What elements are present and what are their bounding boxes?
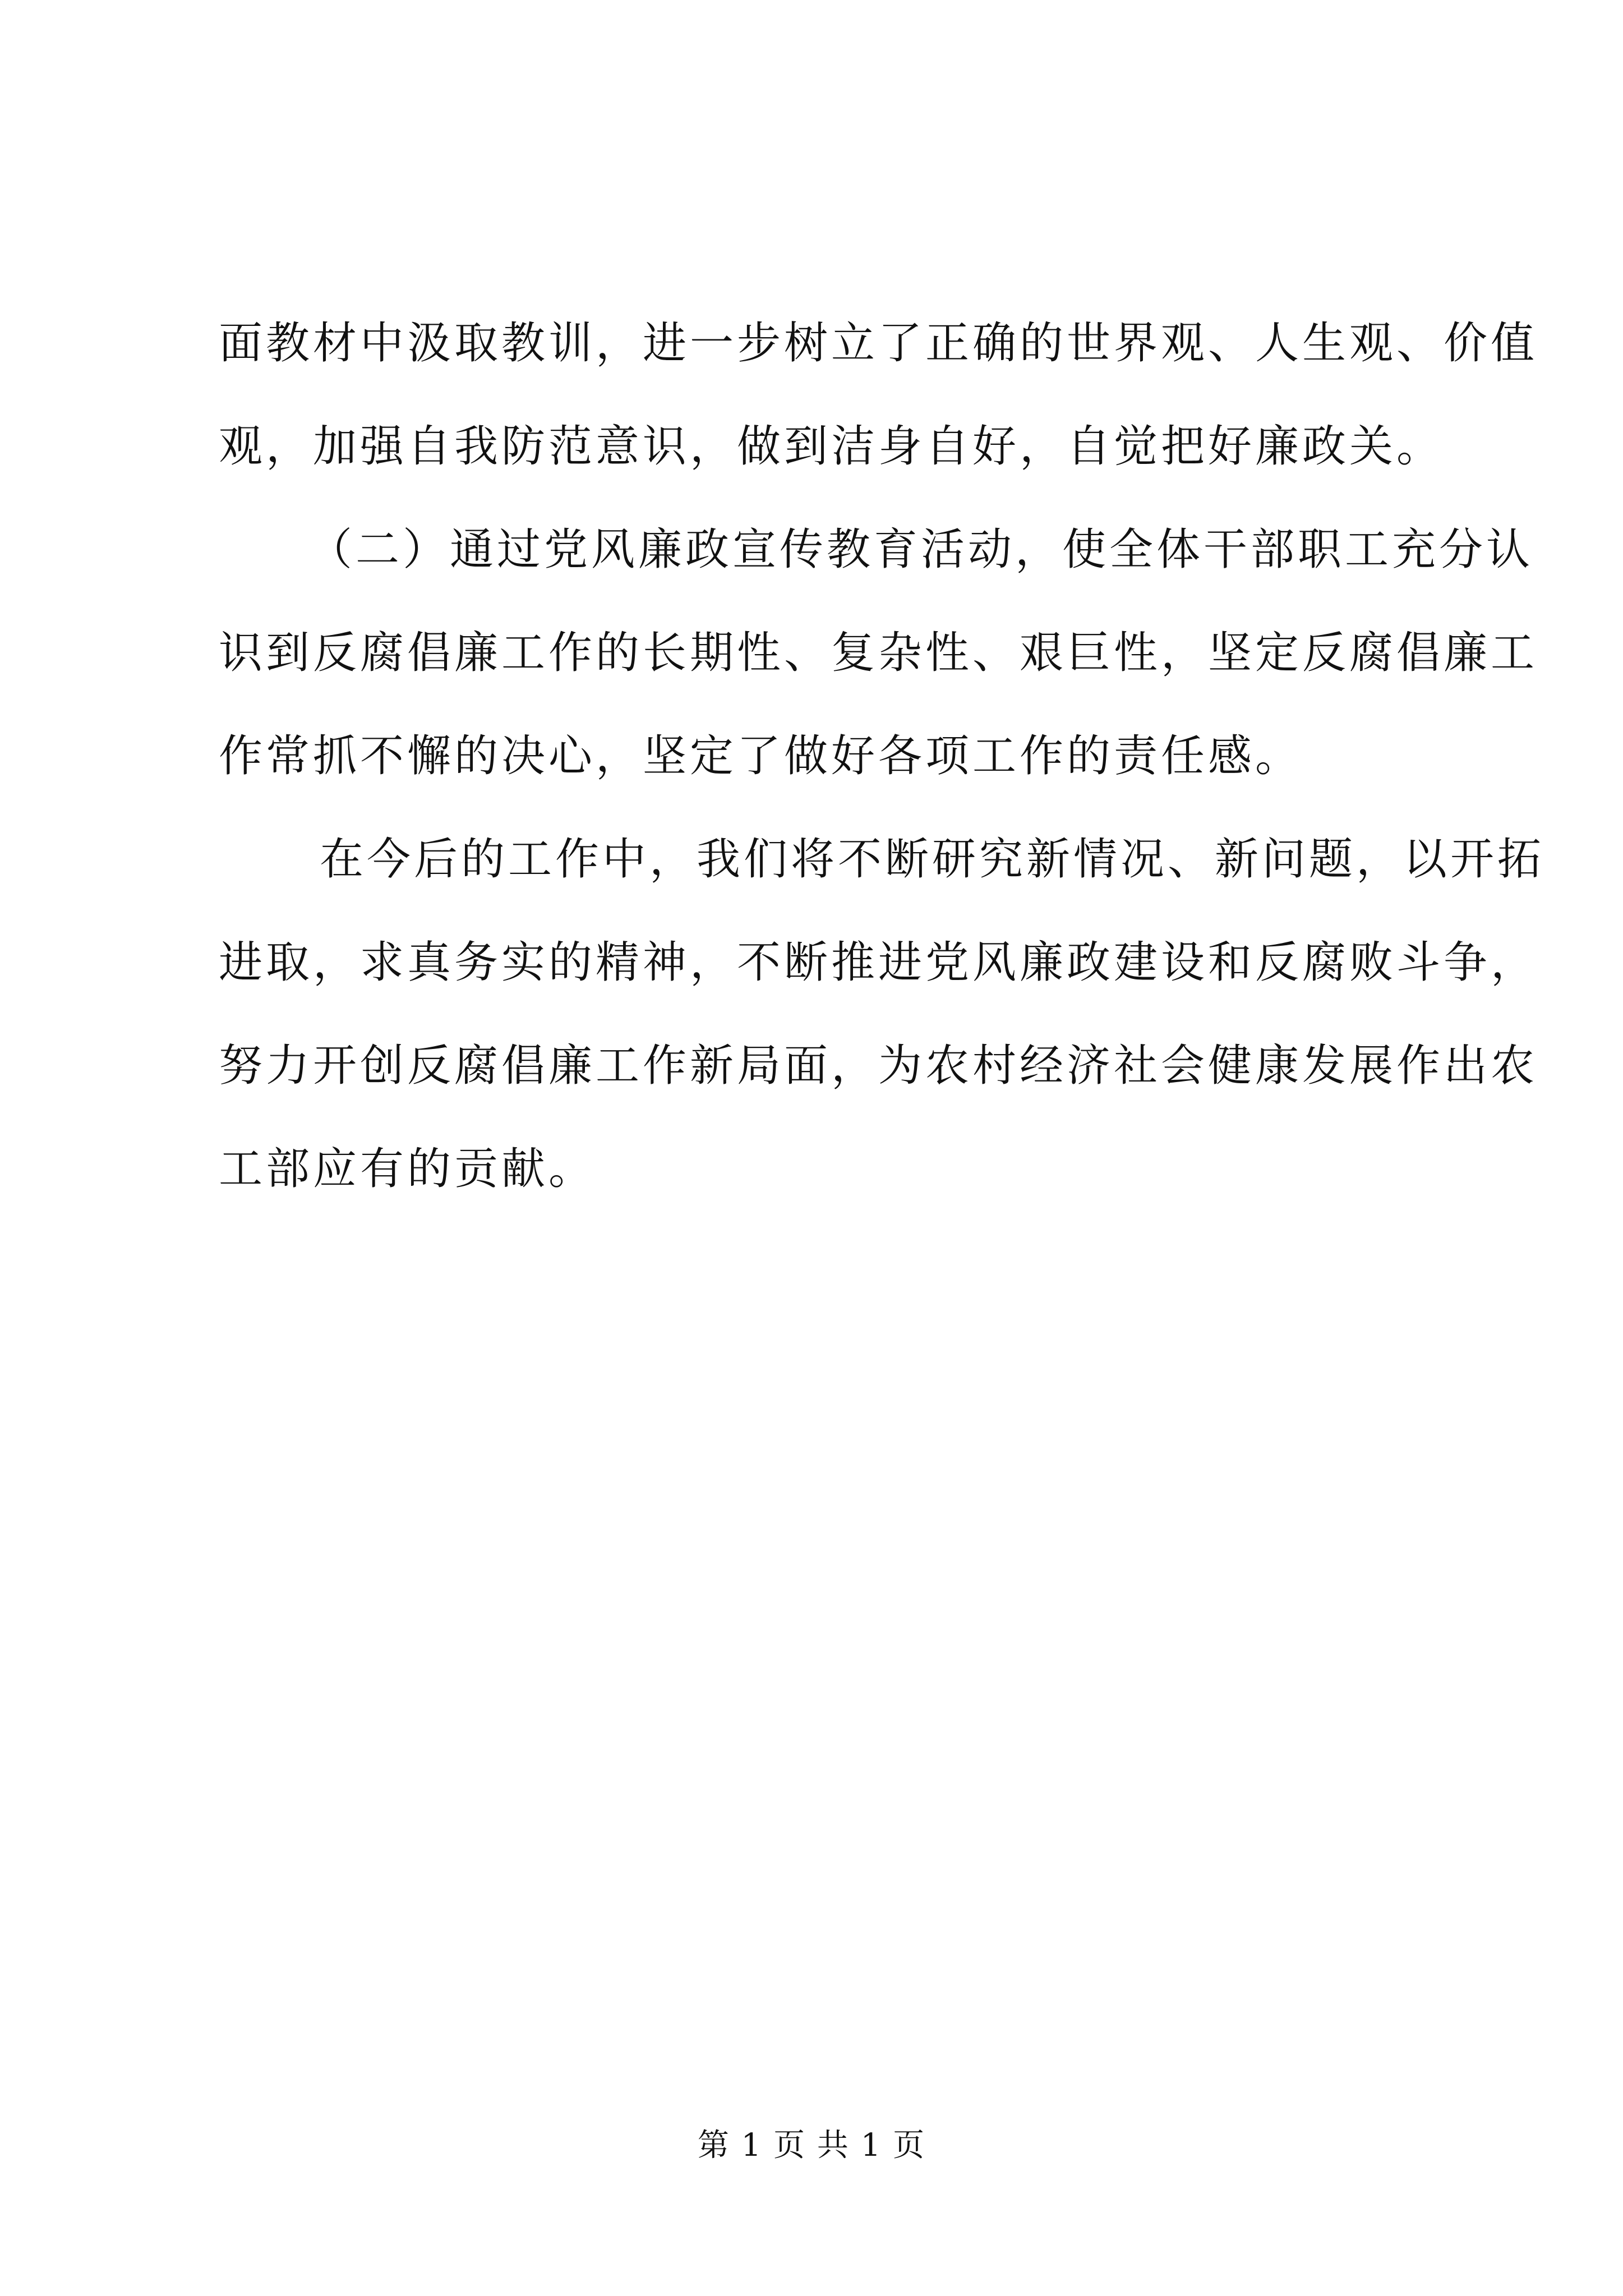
text-line: 面教材中汲取教训，进一步树立了正确的世界观、人生观、价值: [219, 318, 1538, 369]
text-line: 识到反腐倡廉工作的长期性、复杂性、艰巨性，坚定反腐倡廉工: [219, 628, 1538, 678]
text-line: 努力开创反腐倡廉工作新局面，为农村经济社会健康发展作出农: [219, 1041, 1538, 1091]
text-line: 作常抓不懈的决心，坚定了做好各项工作的责任感。: [219, 731, 1303, 781]
document-body: [219, 292, 1545, 1221]
text-line: 进取，求真务实的精神，不断推进党风廉政建设和反腐败斗争，: [219, 937, 1538, 988]
text-line: 工部应有的贡献。: [219, 1144, 596, 1194]
paragraph-start-line: 在今后的工作中，我们将不断研究新情况、新问题，以开拓: [320, 834, 1545, 885]
paragraph-start-line: （二）通过党风廉政宣传教育活动，使全体干部职工充分认: [308, 524, 1534, 575]
text-line: 观，加强自我防范意识，做到洁身自好，自觉把好廉政关。: [219, 421, 1444, 472]
page-number-footer: 第 1 页 共 1 页: [697, 2127, 926, 2164]
